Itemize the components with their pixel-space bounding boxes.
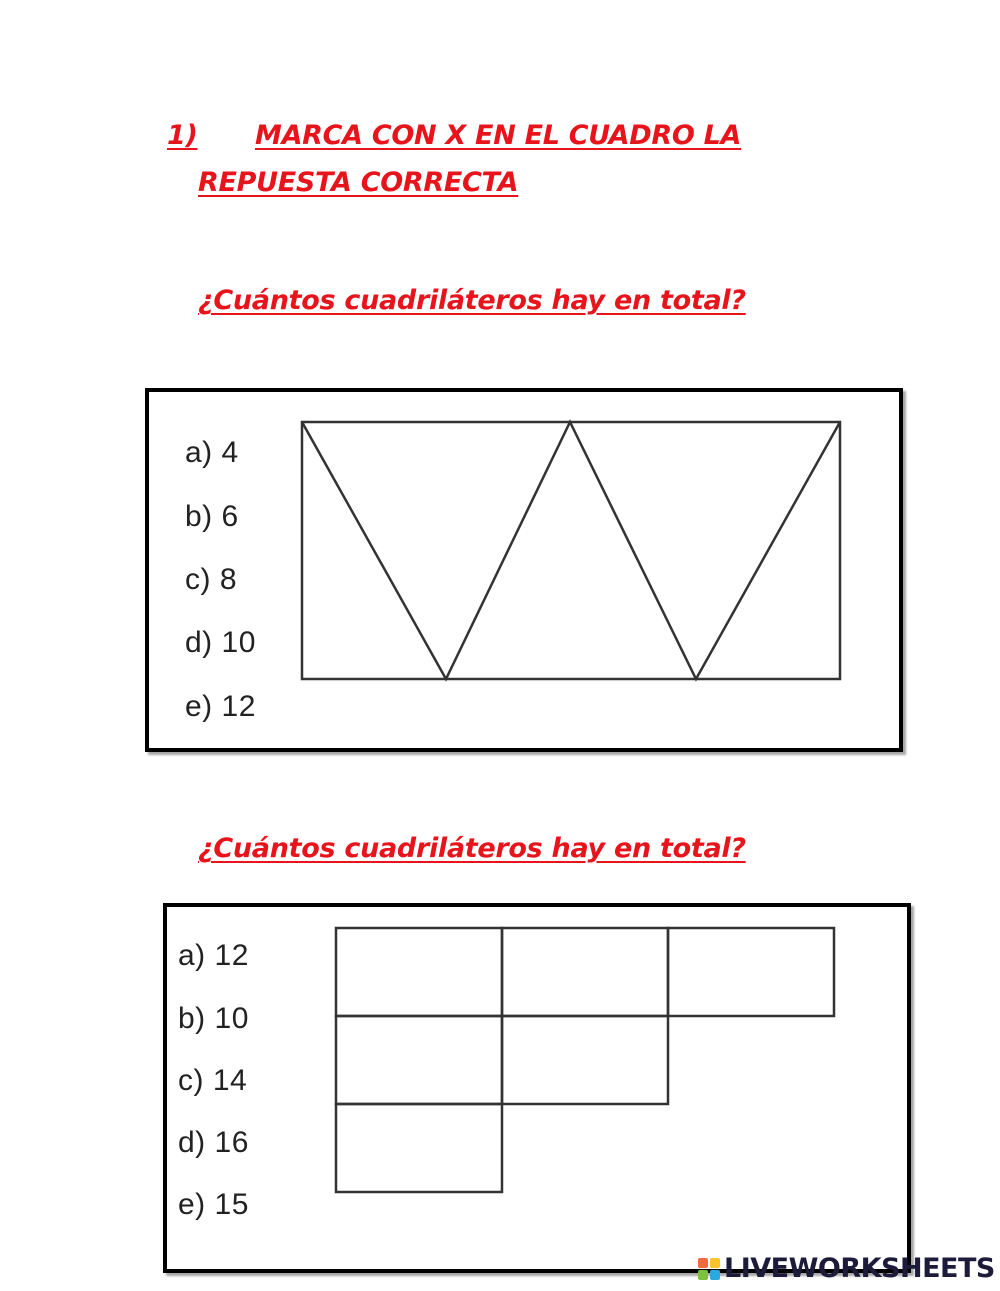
liveworksheets-logo [698, 1253, 995, 1284]
liveworksheets-text: LIVEWORKSHEETS [724, 1253, 995, 1284]
option-e[interactable]: e) 12 [185, 690, 256, 723]
figure-zigzag-lines [302, 422, 840, 679]
logo-square [698, 1258, 708, 1268]
question-2: ¿Cuántos cuadriláteros hay en total? [198, 833, 746, 864]
option-c[interactable]: c) 14 [178, 1064, 248, 1097]
grid-cell [668, 928, 834, 1016]
option-d[interactable]: d) 10 [185, 626, 256, 659]
logo-square [698, 1270, 708, 1280]
figure-outer-rectangle [302, 422, 840, 679]
liveworksheets-logo-icon [698, 1258, 720, 1280]
staircase-grid-figure [333, 925, 841, 1195]
grid-cell [336, 1016, 502, 1104]
question-1: ¿Cuántos cuadriláteros hay en total? [198, 285, 746, 316]
option-a[interactable]: a) 4 [185, 436, 239, 469]
option-c[interactable]: c) 8 [185, 563, 238, 596]
logo-square [710, 1258, 720, 1268]
instruction-line-2: REPUESTA CORRECTA [198, 167, 519, 198]
option-b[interactable]: b) 10 [178, 1002, 249, 1035]
grid-cell [336, 928, 502, 1016]
rectangle-zigzag-figure [299, 419, 845, 685]
option-b[interactable]: b) 6 [185, 500, 239, 533]
exercise-2-box [163, 903, 911, 1273]
option-d[interactable]: d) 16 [178, 1126, 249, 1159]
instruction-number: 1) [167, 120, 198, 151]
option-e[interactable]: e) 15 [178, 1188, 249, 1221]
grid-cell [502, 1016, 668, 1104]
instruction-line-1: MARCA CON X EN EL CUADRO LA [255, 120, 742, 151]
grid-cell [336, 1104, 502, 1192]
logo-square [710, 1270, 720, 1280]
exercise-1-box [145, 388, 903, 752]
option-a[interactable]: a) 12 [178, 939, 249, 972]
grid-cell [502, 928, 668, 1016]
